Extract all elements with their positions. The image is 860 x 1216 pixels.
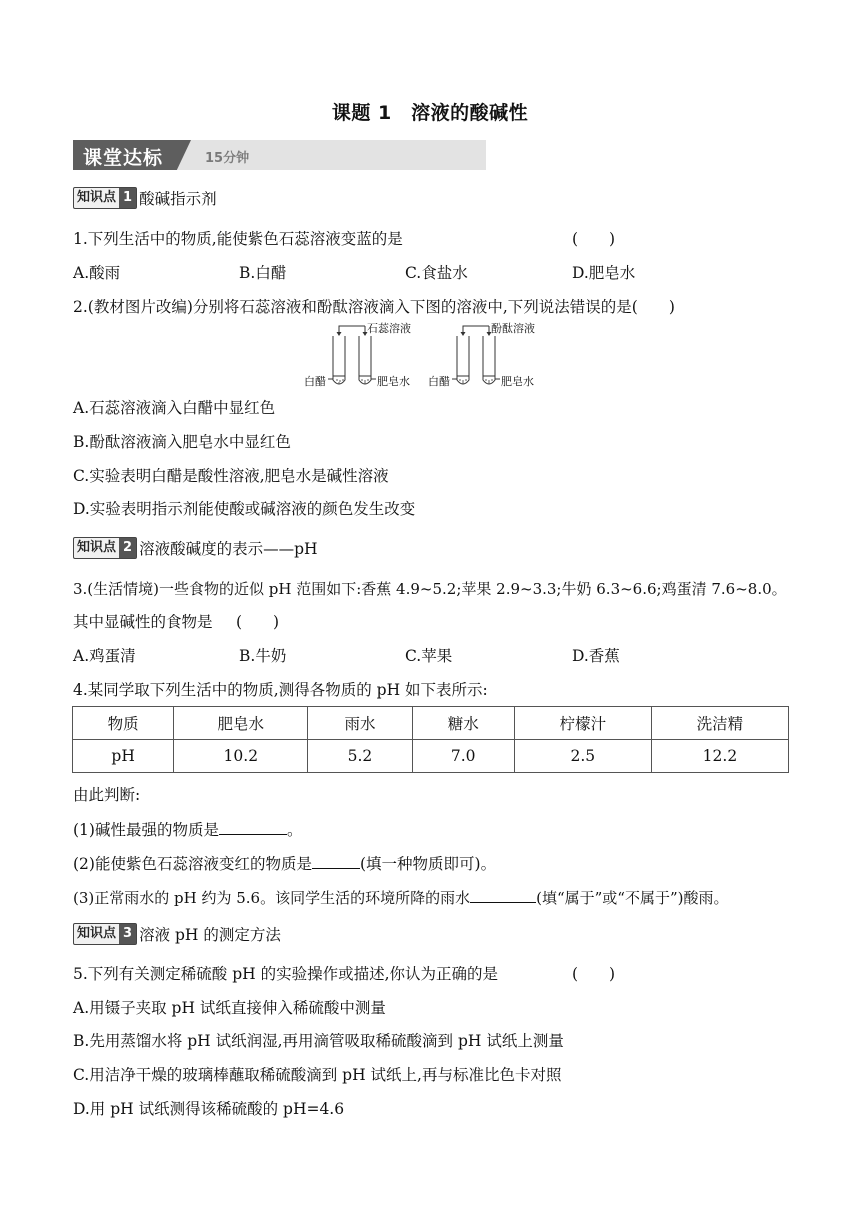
table-header-ph: pH [73,740,174,773]
table-cell: 肥皂水 [174,707,308,740]
test-tube-figure [300,320,560,392]
banner-label: 课堂达标 [83,147,164,169]
question-1-stem: 1.下列生活中的物质,能使紫色石蕊溶液变蓝的是 [73,230,403,248]
question-5-stem: 5.下列有关测定稀硫酸 pH 的实验操作或描述,你认为正确的是 [73,965,499,983]
knowledge-point-3 [73,922,281,946]
question-2-option-d: D.实验表明指示剂能使酸或碱溶液的颜色发生改变 [73,500,416,518]
question-4-sub-1: (1)碱性最强的物质是 。 [73,818,302,840]
knowledge-point-title: 溶液酸碱度的表示——pH [139,540,318,558]
question-2-option-a: A.石蕊溶液滴入白醋中显红色 [73,399,276,417]
table-cell: 2.5 [514,740,651,773]
knowledge-point-2 [73,536,318,560]
table-cell: 10.2 [174,740,308,773]
question-1-option-b: B.白醋 [239,264,287,282]
table-cell: 7.0 [412,740,514,773]
table-row [73,707,789,740]
knowledge-point-badge: 知识点 2 [73,537,137,559]
table-cell: 5.2 [308,740,412,773]
question-1-answer-paren: ( ) [572,230,616,248]
question-3-option-a: A.鸡蛋清 [73,647,136,665]
table-header-substance: 物质 [73,707,174,740]
answer-blank-3[interactable] [470,886,536,903]
question-4-stem: 4.某同学取下列生活中的物质,测得各物质的 pH 如下表所示: [73,681,488,699]
question-1-option-c: C.食盐水 [405,264,468,282]
section-banner [73,140,486,170]
question-5-answer-paren: ( ) [572,965,616,983]
table-row [73,740,789,773]
question-1-option-a: A.酸雨 [73,264,121,282]
vinegar-label-1: 白醋 [304,375,326,388]
soap-label-1: 肥皂水 [377,375,410,388]
table-cell: 洗洁精 [651,707,788,740]
question-3-answer-paren: ( ) [236,613,280,631]
question-4-sub-3: (3)正常雨水的 pH 约为 5.6。该同学生活的环境所降的雨水 (填“属于”或“不属于”)酸雨。 [73,886,728,908]
question-3-option-b: B.牛奶 [239,647,287,665]
page-title: 课题 1 溶液的酸碱性 [331,102,529,124]
question-2-option-b: B.酚酞溶液滴入肥皂水中显红色 [73,433,291,451]
table-cell: 12.2 [651,740,788,773]
question-3-option-d: D.香蕉 [572,647,620,665]
question-1-option-d: D.肥皂水 [572,264,636,282]
ph-table [72,706,789,773]
table-cell: 雨水 [308,707,412,740]
answer-blank-1[interactable] [219,818,287,835]
question-2-option-c: C.实验表明白醋是酸性溶液,肥皂水是碱性溶液 [73,467,389,485]
knowledge-point-badge: 知识点 1 [73,187,137,209]
litmus-label: 石蕊溶液 [367,322,411,335]
question-2-stem: 2.(教材图片改编)分别将石蕊溶液和酚酞溶液滴入下图的溶液中,下列说法错误的是( ) [73,298,675,316]
knowledge-point-title: 溶液 pH 的测定方法 [139,926,281,944]
question-5-option-d: D.用 pH 试纸测得该稀硫酸的 pH=4.6 [73,1100,345,1118]
question-3-option-c: C.苹果 [405,647,453,665]
question-3-stem-line-2: 其中显碱性的食物是 [73,613,213,631]
knowledge-point-badge: 知识点 3 [73,923,137,945]
knowledge-point-1 [73,186,217,210]
table-cell: 柠檬汁 [514,707,651,740]
vinegar-label-2: 白醋 [428,375,450,388]
answer-blank-2[interactable] [312,852,360,869]
phenolphthalein-label: 酚酞溶液 [491,322,535,335]
question-4-judge: 由此判断: [73,786,141,804]
question-5-option-b: B.先用蒸馏水将 pH 试纸润湿,再用滴管吸取稀硫酸滴到 pH 试纸上测量 [73,1032,564,1050]
table-cell: 糖水 [412,707,514,740]
question-3-stem-line-1: 3.(生活情境)一些食物的近似 pH 范围如下:香蕉 4.9~5.2;苹果 2.9~3.3;牛奶 6.3~6.6;鸡蛋清 7.6~8.0。 [73,580,787,598]
question-5-option-a: A.用镊子夹取 pH 试纸直接伸入稀硫酸中测量 [73,999,386,1017]
knowledge-point-title: 酸碱指示剂 [139,190,217,208]
question-5-option-c: C.用洁净干燥的玻璃棒蘸取稀硫酸滴到 pH 试纸上,再与标准比色卡对照 [73,1066,562,1084]
banner-time: 15分钟 [205,151,250,166]
question-4-sub-2: (2)能使紫色石蕊溶液变红的物质是 (填一种物质即可)。 [73,852,496,874]
soap-label-2: 肥皂水 [501,375,534,388]
